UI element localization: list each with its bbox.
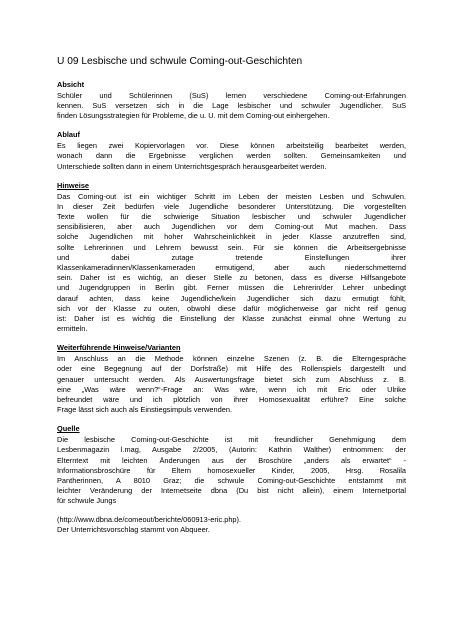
text-line: solche Jugendlichen mit hoher Wahrscheinlichkeit in jeder Klasse anzutreffen sind, xyxy=(57,232,406,242)
text-line: Das Coming-out ist ein wichtiger Schritt im Leben der meisten Lesben und Schwulen. xyxy=(57,191,406,201)
text-line: für schwule Jungs xyxy=(57,496,117,506)
text-line: Klassenkameradinnen/Klassenkameraden ermutigend, aber auch niederschmetternd xyxy=(57,263,406,273)
text-line: Elterntext mit leichten Änderungen aus der Broschüre „anders als erwartet“ - xyxy=(57,455,406,465)
section-hinweise xyxy=(57,181,406,335)
section-ablauf xyxy=(57,130,406,171)
text-line: sensibilisieren, aber auch Jugendlichen vor dem Coming-out Mut machen. Dass xyxy=(57,222,406,232)
text-line: und Jugendgruppen in Berlin gibt. Ferner müssen die Lehrerin/der Lehrer unbedingt xyxy=(57,283,406,293)
section-body-varianten xyxy=(57,354,406,415)
section-varianten xyxy=(57,343,406,415)
text-line: darauf achten, dass keine Jugendliche/kein Jugendlicher sich dazu ermutigt fühlt, xyxy=(57,293,406,303)
section-quelle xyxy=(57,424,406,535)
text-line: Texte wollen für die schwierige Situation lesbischer und schwuler Jugendlicher xyxy=(57,212,406,222)
source-url: (http://www.dbna.de/comeout/berichte/060913-eric.php). xyxy=(57,514,242,524)
text-line: und dabei zutage tretende Einstellungen ihrer xyxy=(57,252,406,262)
text-line: Es liegen zwei Kopiervorlagen vor. Diese können arbeitsteilig bearbeitet werden, xyxy=(57,141,406,151)
section-heading-hinweise: Hinweise xyxy=(57,180,90,190)
text-line: Pantherinnen, A 8010 Graz; die schwule Coming-out-Geschichte entstammt mit xyxy=(57,476,406,486)
section-heading-ablauf: Ablauf xyxy=(57,130,80,140)
text-line: sich vor der Klasse zu outen, obwohl diese dafür möglicherweise gar nicht reif genug xyxy=(57,303,406,313)
document-page xyxy=(57,56,406,544)
text-line: Frage lässt sich auch als Einstiegsimpuls verwenden. xyxy=(57,405,232,415)
text-line: ist: Daher ist es wichtig die Einstellung der Klasse zunächst einmal ohne Wertung zu xyxy=(57,314,406,324)
text-line: wonach dann die Ergebnisse verglichen werden sollten. Gemeinsamkeiten und xyxy=(57,151,406,161)
text-line: sollte Lehrerinnen und Lehrern bewusst sein. Für sie können die Arbeitsergebnisse xyxy=(57,242,406,252)
section-heading-varianten: Weiterführende Hinweise/Varianten xyxy=(57,343,181,353)
source-credit: Der Unterrichtsvorschlag stammt von Abqueer. xyxy=(57,524,210,534)
text-line: Im Anschluss an die Methode können einzelne Szenen (z. B. die Elterngespräche xyxy=(57,354,406,364)
text-line: Informationsbroschüre für Eltern homosexueller Kinder, 2005, Hrsg. Rosalila xyxy=(57,465,406,475)
text-line: Die lesbische Coming-out-Geschichte ist mit freundlicher Genehmigung dem xyxy=(57,435,406,445)
section-heading-absicht: Absicht xyxy=(57,80,85,89)
text-line: finden Lösungsstrategien für Probleme, die u. U. mit dem Coming-out einhergehen. xyxy=(57,111,330,121)
text-line: genauer untersucht werden. Als Auswertungsfrage bietet sich zum Abschluss z. B. xyxy=(57,374,406,384)
section-body-quelle xyxy=(57,435,406,506)
section-body-hinweise xyxy=(57,192,406,335)
text-line: leichter Veränderung der Internetseite dbna (Du bist nicht allein), einem Internetportal xyxy=(57,486,406,496)
text-line: ermitteln. xyxy=(57,324,88,334)
text-line: befreundet wäre und ich plötzlich von ihrer Homosexualität erführe? Eine solche xyxy=(57,395,406,405)
source-extra xyxy=(57,515,406,535)
text-line: oder eine Begegnung auf der Dorfstraße) mit Hilfe des Rollenspiels dargestellt und xyxy=(57,364,406,374)
text-line: eine „Was wäre wenn?“-Frage an: Was wäre, wenn ich mit Eric oder Ulrike xyxy=(57,384,406,394)
text-line: Lesbenmagazin l.mag, Ausgabe 2/2005, (Autorin: Kathrin Walther) entnommen: der xyxy=(57,445,406,455)
text-line: kennen. SuS versetzen sich in die Lage lesbischer und schwuler Jugendlicher. SuS xyxy=(57,101,406,110)
section-body-ablauf xyxy=(57,141,406,172)
page-title: U 09 Lesbische und schwule Coming-out-Geschichten xyxy=(57,56,303,67)
text-line: In dieser Zeit bedürfen viele Jugendliche besonderer Unterstützung. Die vorgestellten xyxy=(57,201,406,211)
section-absicht xyxy=(57,80,406,121)
text-line: Schüler und Schülerinnen (SuS) lernen verschiedene Coming-out-Erfahrungen xyxy=(57,90,406,100)
text-line: sein. Daher ist es wichtig, an dieser Stelle zu betonen, dass es diverse Hilfsangebote xyxy=(57,273,406,283)
text-line: Unterschiede sollten dann in einem Unterrichtsgespräch herausgearbeitet werden. xyxy=(57,161,327,171)
section-heading-quelle: Quelle xyxy=(57,424,80,434)
section-body-absicht xyxy=(57,91,406,122)
